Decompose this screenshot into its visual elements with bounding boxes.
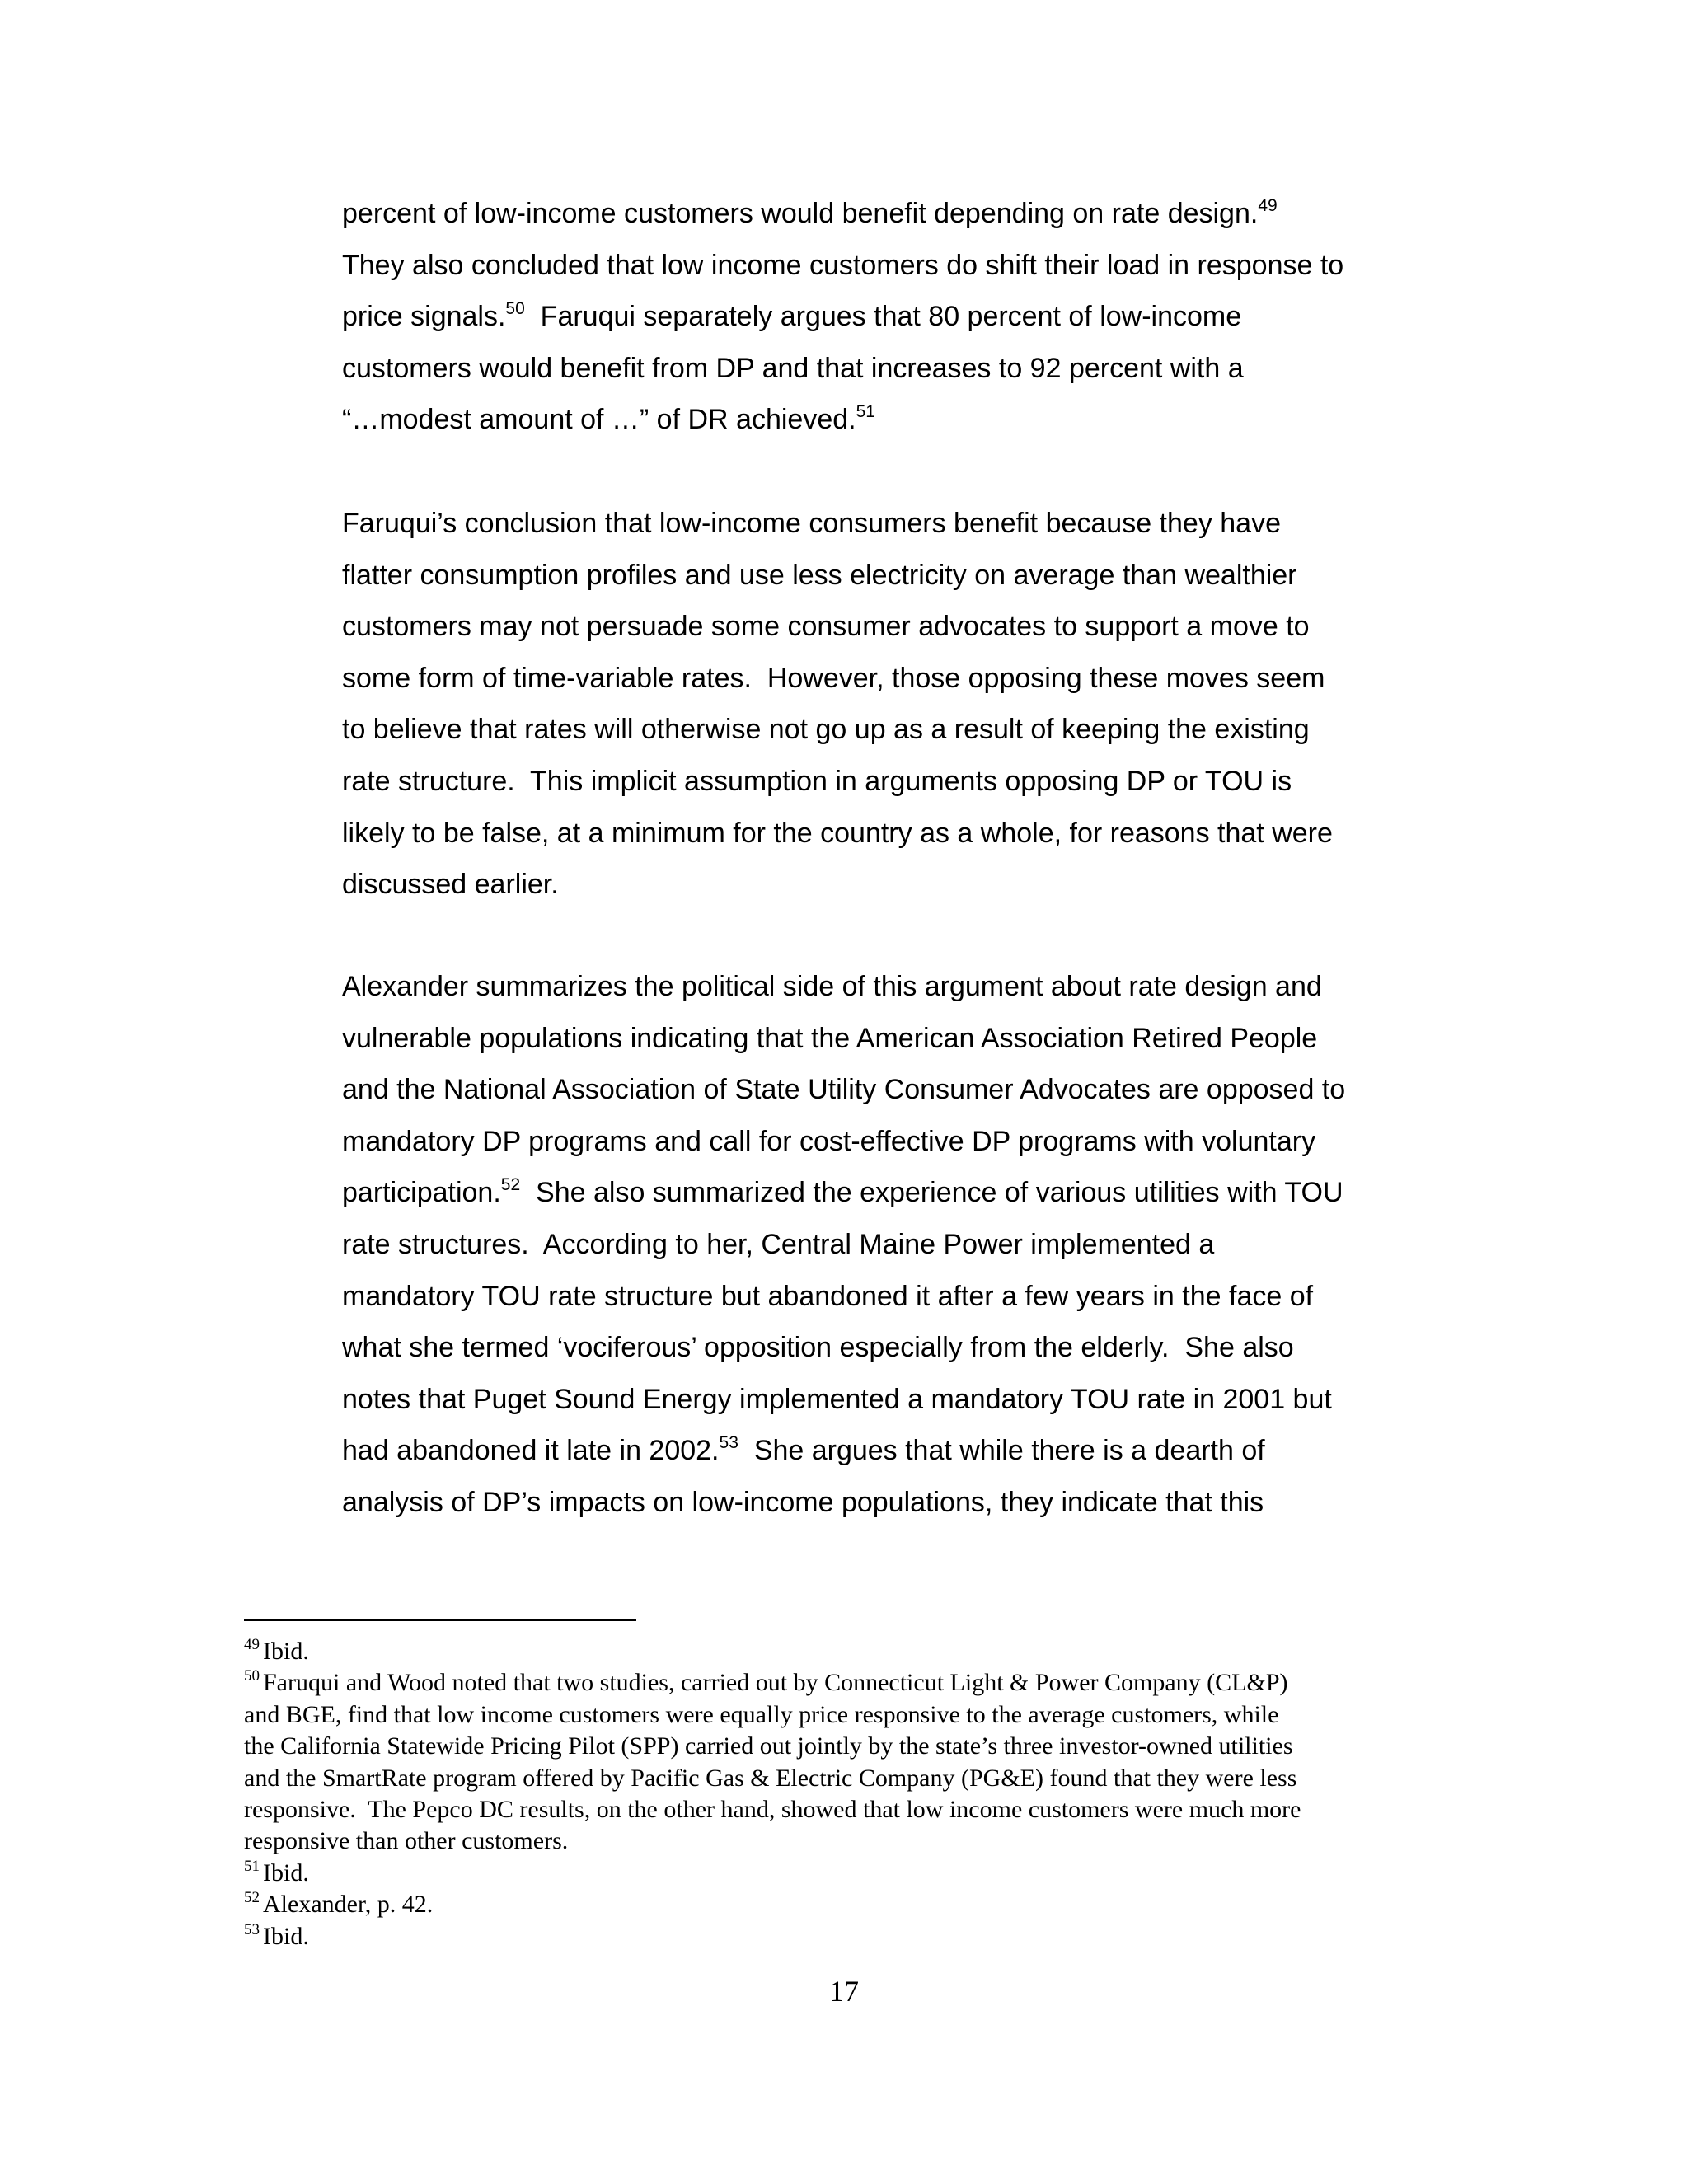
- text-line: and the National Association of State Utility Consumer Advocates are opposed to: [342, 1074, 1346, 1106]
- footnote-51: $^{51}$ Ibid.: [244, 1857, 309, 1886]
- text-line: notes that Puget Sound Energy implemented a mandatory TOU rate in 2001 but: [342, 1383, 1332, 1415]
- text-line: price signals.$^{50}$ Faruqui separately argues that 80 percent of low-income: [342, 299, 1242, 333]
- text-line: mandatory TOU rate structure but abandoned it after a few years in the face of: [342, 1280, 1314, 1312]
- text-line: participation.$^{52}$ She also summarized the experience of various utilities with TOU: [342, 1175, 1343, 1209]
- footnote-50-line: and BGE, find that low income customers were equally price responsive to the average customers, while: [244, 1700, 1279, 1728]
- text-line: to believe that rates will otherwise not go up as a result of keeping the existing: [342, 714, 1310, 746]
- text-line: customers may not persuade some consumer advocates to support a move to: [342, 611, 1310, 643]
- paragraph-2: [342, 498, 1430, 911]
- text-line: rate structures. According to her, Central Maine Power implemented a: [342, 1228, 1215, 1260]
- text-line: vulnerable populations indicating that the American Association Retired People: [342, 1022, 1318, 1054]
- text-line: mandatory DP programs and call for cost-effective DP programs with voluntary: [342, 1125, 1316, 1157]
- footnote-ref-49[interactable]: 49: [1258, 196, 1278, 215]
- footnote-separator: [244, 1619, 636, 1621]
- text-line: flatter consumption profiles and use less electricity on average than wealthier: [342, 559, 1297, 591]
- text-line: Alexander summarizes the political side of this argument about rate design and: [342, 971, 1322, 1002]
- text-line: percent of low-income customers would benefit depending on rate design.$^{49}$: [342, 196, 1278, 229]
- text-line: what she termed ‘vociferous’ opposition especially from the elderly. She also: [342, 1332, 1294, 1364]
- footnote-ref-52[interactable]: 52: [500, 1175, 521, 1195]
- page-number: 17: [829, 1975, 859, 2008]
- footnote-49: $^{49}$ Ibid.: [244, 1636, 309, 1665]
- footnote-50: $^{50}$ Faruqui and Wood noted that two studies, carried out by Connecticut Light & Power Company (CL&P): [244, 1667, 1288, 1697]
- paragraph-1: [342, 188, 1430, 446]
- footnote-ref-50[interactable]: 50: [505, 299, 525, 319]
- text-line: had abandoned it late in 2002.53 She argues that while there is a dearth of: [342, 1433, 1265, 1467]
- text-line: “…modest amount of …” of DR achieved.$^{51}$: [342, 402, 875, 436]
- text-line: customers would benefit from DP and that increases to 92 percent with a: [342, 352, 1244, 384]
- text-line: discussed earlier.: [342, 869, 559, 901]
- text-line: They also concluded that low income customers do shift their load in response to: [342, 249, 1344, 281]
- footnote-ref-51[interactable]: 51: [856, 402, 875, 422]
- text-line: some form of time-variable rates. However, those opposing these moves seem: [342, 662, 1325, 694]
- text-line: analysis of DP’s impacts on low-income populations, they indicate that this: [342, 1486, 1264, 1518]
- footnotes: [244, 1636, 1414, 1952]
- footnote-53: $^{53}$ Ibid.: [244, 1920, 309, 1950]
- footnote-ref-53[interactable]: 53: [719, 1433, 738, 1453]
- footnote-50-line: responsive than other customers.: [244, 1827, 569, 1855]
- footnote-50-line: and the SmartRate program offered by Pacific Gas & Electric Company (PG&E) found that they were less: [244, 1764, 1297, 1792]
- footnote-50-line: the California Statewide Pricing Pilot (SPP) carried out jointly by the state’s three investor-owned utilities: [244, 1732, 1293, 1760]
- text-line: likely to be false, at a minimum for the country as a whole, for reasons that were: [342, 817, 1333, 849]
- footnote-50-line: responsive. The Pepco DC results, on the other hand, showed that low income customers were much more: [244, 1796, 1301, 1824]
- text-line: rate structure. This implicit assumption in arguments opposing DP or TOU is: [342, 765, 1292, 797]
- footnote-52: $^{52}$ Alexander, p. 42.: [244, 1889, 434, 1919]
- text-line: Faruqui’s conclusion that low-income consumers benefit because they have: [342, 508, 1281, 539]
- paragraph-3: [342, 961, 1430, 1529]
